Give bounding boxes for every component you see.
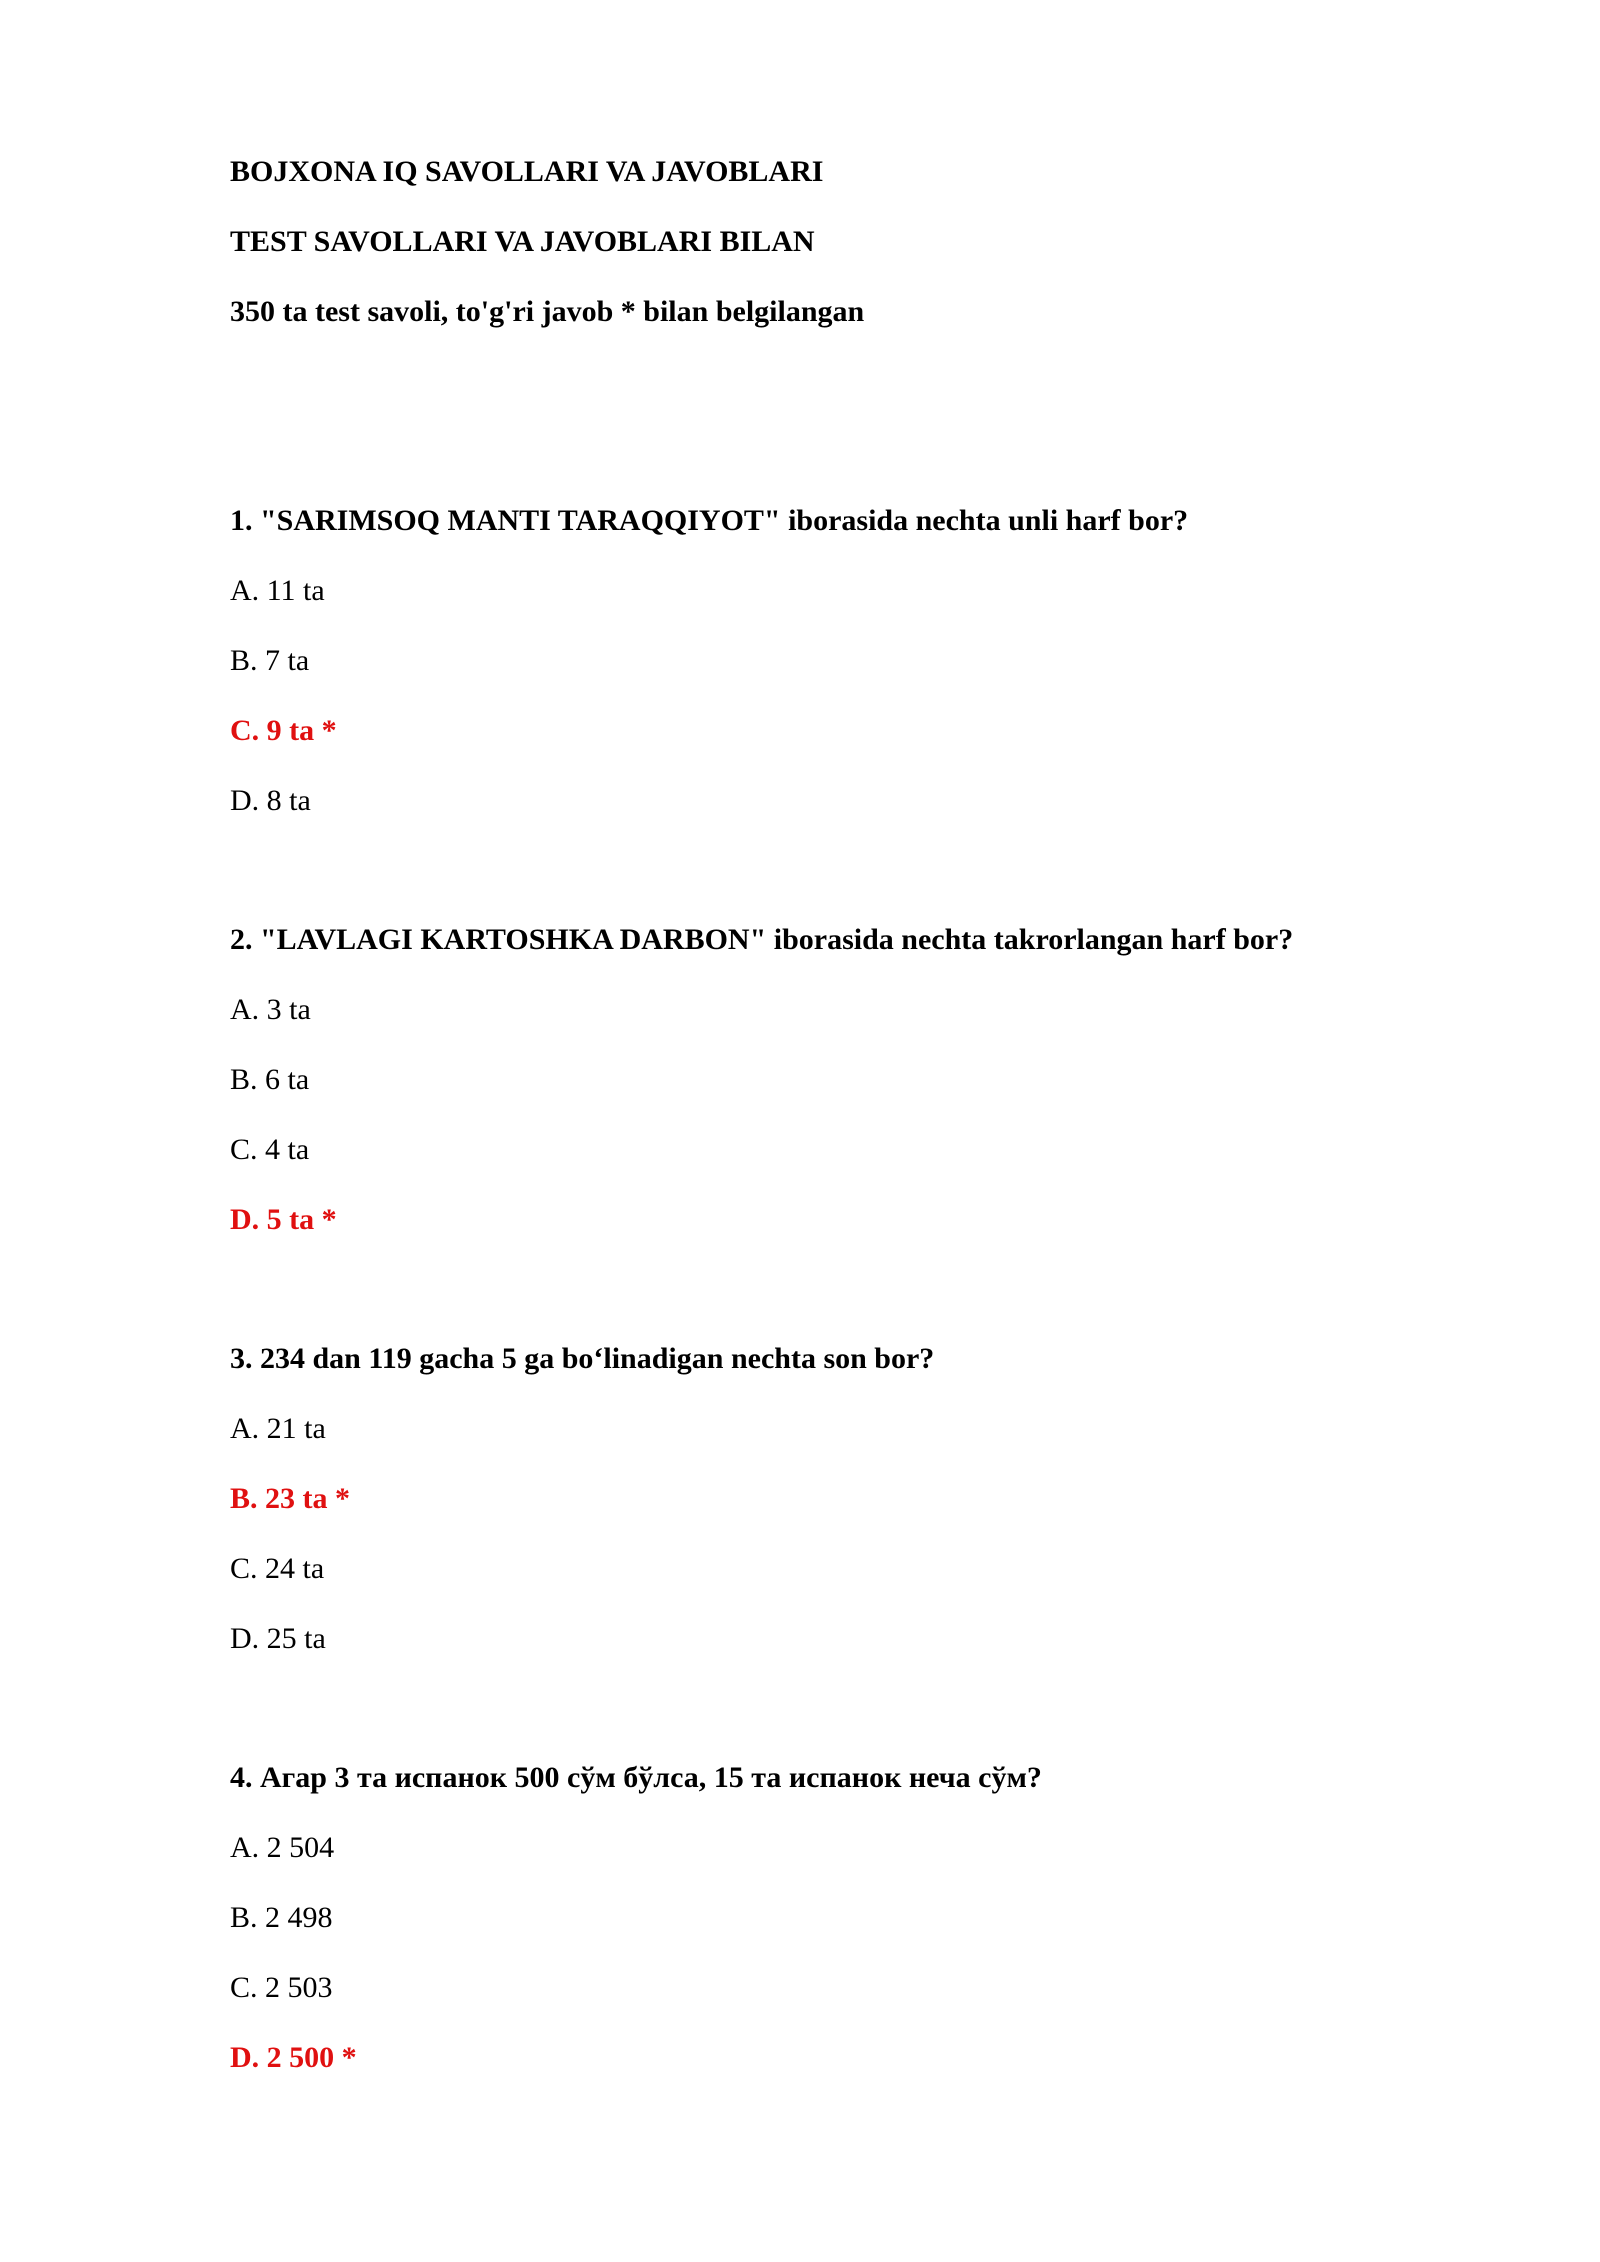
- question-3-option-d: D. 25 ta: [230, 1622, 326, 1655]
- question-2-text: 2. "LAVLAGI KARTOSHKA DARBON" iborasida nechta takrorlangan harf bor?: [230, 923, 1294, 956]
- document-title-line-1: BOJXONA IQ SAVOLLARI VA JAVOBLARI: [230, 155, 824, 188]
- question-2-option-a: A. 3 ta: [230, 993, 311, 1026]
- question-4-text: 4. Агар 3 та испанок 500 сўм бўлса, 15 та испанок неча сўм?: [230, 1761, 1042, 1794]
- question-2-option-c: C. 4 ta: [230, 1133, 310, 1166]
- question-4-option-a: A. 2 504: [230, 1831, 335, 1864]
- question-3-text: 3. 234 dan 119 gacha 5 ga bo‘linadigan nechta son bor?: [230, 1342, 935, 1375]
- question-2-option-d-correct: D. 5 ta *: [230, 1203, 337, 1236]
- question-1-option-c-correct: C. 9 ta *: [230, 714, 337, 747]
- question-1-option-d: D. 8 ta: [230, 784, 311, 817]
- question-3-option-a: A. 21 ta: [230, 1412, 326, 1445]
- question-2-option-b: B. 6 ta: [230, 1063, 310, 1096]
- document-title-line-2: TEST SAVOLLARI VA JAVOBLARI BILAN: [230, 225, 815, 258]
- question-3-option-c: C. 24 ta: [230, 1552, 325, 1585]
- question-4-option-b: B. 2 498: [230, 1901, 333, 1934]
- document-subtitle: 350 ta test savoli, to'g'ri javob * bilan belgilangan: [230, 295, 865, 328]
- question-1-option-a: A. 11 ta: [230, 574, 325, 607]
- question-1-option-b: B. 7 ta: [230, 644, 310, 677]
- question-1-text: 1. "SARIMSOQ MANTI TARAQQIYOT" iborasida nechta unli harf bor?: [230, 504, 1189, 537]
- question-4-option-d-correct: D. 2 500 *: [230, 2041, 357, 2074]
- question-3-option-b-correct: B. 23 ta *: [230, 1482, 350, 1515]
- question-4-option-c: C. 2 503: [230, 1971, 333, 2004]
